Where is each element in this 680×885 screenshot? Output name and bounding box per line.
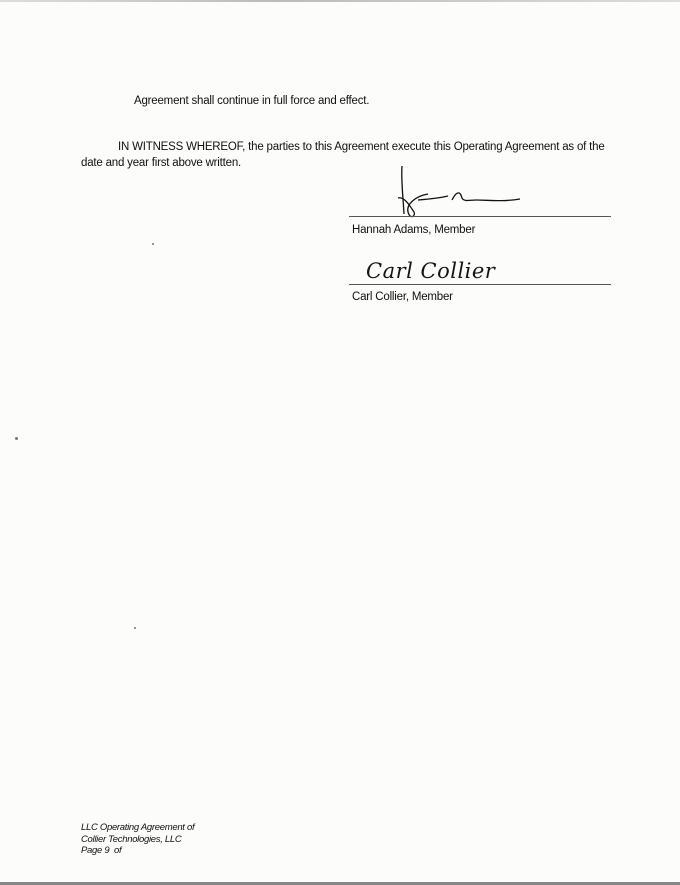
- scan-speck: [134, 627, 136, 629]
- signature-text-carl: Carl Collier: [366, 259, 496, 283]
- scan-speck: [15, 437, 18, 440]
- footer-line-1: LLC Operating Agreement of: [81, 822, 195, 833]
- paragraph-witness: IN WITNESS WHEREOF, the parties to this Agreement execute this Operating Agreement as of the date and year first above written.: [81, 141, 605, 169]
- signature-caption-carl: Carl Collier, Member: [352, 291, 453, 303]
- scan-speck: [152, 243, 154, 245]
- footer-line-2: Collier Technologies, LLC: [81, 833, 182, 845]
- carl-collier-signature: [362, 254, 502, 286]
- paragraph-continuation: Agreement shall continue in full force and effect.: [134, 95, 370, 107]
- signature-line-carl: [349, 284, 611, 285]
- signature-caption-hannah: Hannah Adams, Member: [352, 224, 476, 236]
- signature-line-hannah: [349, 216, 611, 217]
- scan-edge-top: [0, 0, 680, 2]
- footer-line-3: Page 9 of: [81, 845, 122, 856]
- page-footer: [81, 822, 194, 857]
